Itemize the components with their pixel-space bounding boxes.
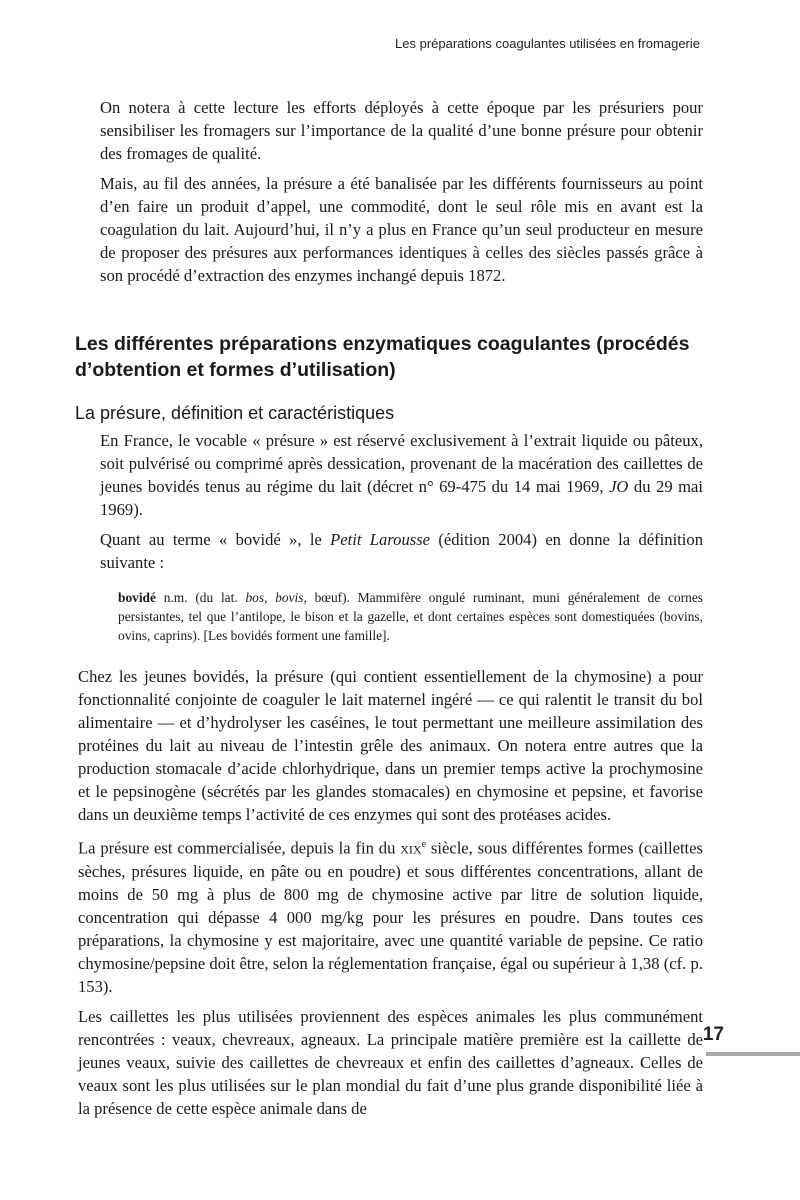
definition-term: bovidé — [118, 590, 156, 605]
definition-latin-2: bovis — [275, 590, 304, 605]
definition-part-2: , bœuf). Mammifère ongulé ruminant, muni généralement de cornes persistantes, tel que l’antilope, le bison et la gazelle, et dont certaines espèces sont domestiquées (bovins, ovins, caprins). [Les bovidés forment une famille]. — [118, 590, 703, 643]
body-p2-sup: e — [421, 839, 427, 850]
presure-p2-book: Petit Larousse — [330, 530, 431, 549]
definition-sep: , — [264, 590, 276, 605]
intro-paragraph-2: Mais, au fil des années, la présure a été banalisée par les différents fournisseurs au point d’en faire un produit d’appel, une commodité, dont le seul rôle mis en avant est la coagulation du lait. Aujourd’hui, il n’y a plus en France qu’un seul producteur en mesure de proposer des présures aux performances identiques à celles des siècles passés grâce à son procédé d’extraction des enzymes inchangé depuis 1872. — [100, 174, 703, 285]
body-paragraph-1: Chez les jeunes bovidés, la présure (qui contient essentiellement de la chymosine) a pour fonctionnalité conjointe de coaguler le lait maternel ingéré — ce qui ralentit le transit du bol alimentaire — et d’hydrolyser les caséines, le tout permettant une meilleure assimilation des protéines du lait au niveau de l’intestin grêle des animaux. On notera entre autres que la production stomacale d’acide chlorhydrique, dans un premier temps active la prochymosine et le pepsinogène (sécrétés par les glandes stomacales) en chymosine et pepsine, et favorise dans un deuxième temps l’activité de ces enzymes qui sont des protéases acides. — [78, 667, 703, 824]
body-paragraph-2 — [78, 833, 703, 998]
presure-paragraph-2 — [100, 528, 703, 574]
body-p2-century: xix — [400, 838, 422, 858]
presure-p1-text-b: du 29 mai 1969). — [100, 477, 704, 519]
subsection-title: La présure, définition et caractéristiques — [75, 403, 395, 423]
page-number-rule — [706, 1052, 800, 1056]
section-title: Les différentes préparations enzymatiques coagulantes (procédés d’obtention et formes d’utilisation) — [75, 333, 690, 381]
presure-p1-jo: JO — [609, 477, 629, 496]
definition-quote — [118, 588, 703, 645]
running-head: Les préparations coagulantes utilisées en fromagerie — [395, 36, 700, 51]
presure-p2-text-b: (édition 2004) en donne la définition suivante : — [100, 530, 703, 572]
body-paragraph-3: Les caillettes les plus utilisées proviennent des espèces animales les plus communément rencontrées : veaux, chevreaux, agneaux. La principale matière première est la caillette de jeunes veaux, suivie des caillettes de chevreaux et enfin des caillettes d’agneaux. Celles de veaux sont les plus utilisées sur le plan mondial du fait d’une plus grande disponibilité liée à la présence de cette espèce animale dans de — [78, 1006, 703, 1118]
page-content — [75, 96, 704, 1120]
body-p2-text-a: La présure est commercialisée, depuis la fin du — [78, 838, 401, 858]
presure-p1-text-a: En France, le vocable « présure » est réservé exclusivement à l’extrait liquide ou pâteux, soit pulvérisé ou comprimé après dessication, provenant de la macération des caillettes de jeunes bovidés tenus au régime du lait (décret n° 69-475 du 14 mai 1969, — [100, 431, 703, 496]
definition-part-1: n.m. (du lat. — [155, 590, 246, 605]
intro-paragraph-1: On notera à cette lecture les efforts déployés à cette époque par les présuriers pour sensibiliser les fromagers sur l’importance de la qualité d’une bonne présure pour obtenir des fromages de qualité. — [100, 98, 703, 163]
presure-paragraph-1 — [100, 429, 703, 521]
definition-latin-1: bos — [245, 590, 265, 605]
page-number: 17 — [702, 1024, 724, 1045]
body-p2-text-b: siècle, sous différentes formes (caillettes sèches, présures liquide, en pâte ou en poudre) et sous différentes concentrations, allant de moins de 50 mg à plus de 800 mg de chymosine active par litre de solution liquide, concentration qui dépasse 4 000 mg/kg pour les présures en poudre. Dans toutes ces préparations, la chymosine y est majoritaire, avec une quantité variable de pepsine. Ce ratio chymosine/pepsine doit être, selon la réglementation française, égal ou supérieur à 1,38 (cf. p. 153). — [78, 838, 703, 996]
presure-p2-text-a: Quant au terme « bovidé », le — [100, 530, 331, 549]
